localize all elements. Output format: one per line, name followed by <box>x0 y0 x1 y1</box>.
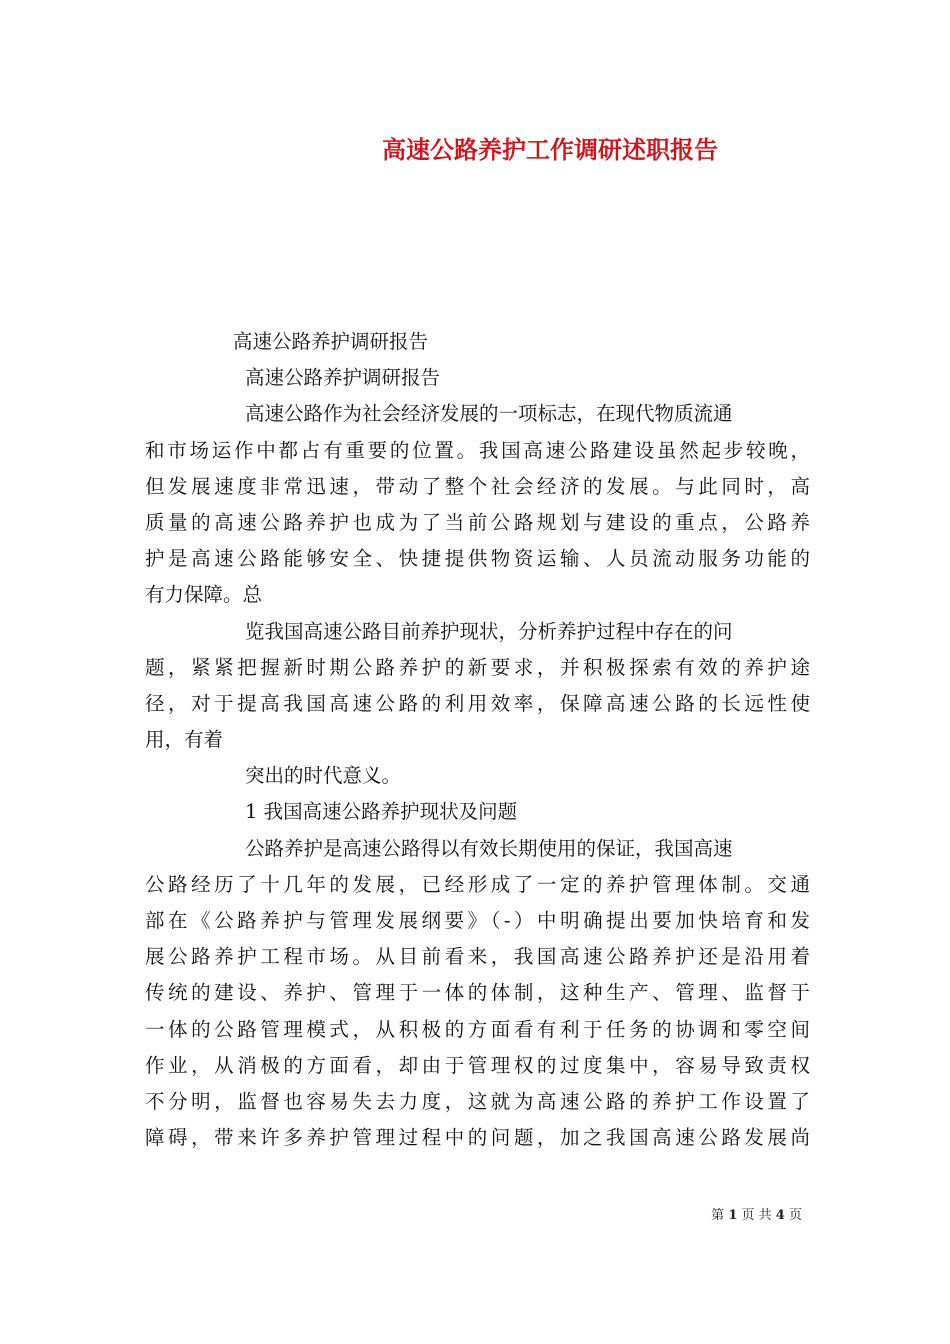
text-line: 高速公路养护调研报告 <box>233 330 429 353</box>
footer-suffix: 页 <box>788 1208 802 1223</box>
text-line: 但发展速度非常迅速，带动了整个社会经济的发展。与此同时，高 <box>145 474 810 498</box>
text-line: 作业，从消极的方面看，却由于管理权的过度集中，容易导致责权 <box>145 1053 810 1077</box>
text-line: 高速公路作为社会经济发展的一项标志，在现代物质流通 <box>245 402 733 426</box>
text-line: 公路养护是高速公路得以有效长期使用的保证，我国高速 <box>245 836 733 860</box>
text-line: 览我国高速公路目前养护现状，分析养护过程中存在的问 <box>245 619 733 643</box>
document-body <box>145 324 810 1156</box>
text-line: 1 我国高速公路养护现状及问题 <box>245 800 518 824</box>
text-line: 质量的高速公路养护也成为了当前公路规划与建设的重点，公路养 <box>145 510 810 534</box>
text-line: 有力保障。总 <box>145 583 263 607</box>
text-line: 部在《公路养护与管理发展纲要》（-）中明确提出要加快培育和发 <box>145 909 810 932</box>
text-line: 突出的时代意义。 <box>245 764 402 788</box>
text-line: 和市场运作中都占有重要的位置。我国高速公路建设虽然起步较晚， <box>145 438 810 462</box>
page-footer <box>711 1204 802 1223</box>
text-line: 护是高速公路能够安全、快捷提供物资运输、人员流动服务功能的 <box>145 547 810 571</box>
text-line: 题，紧紧把握新时期公路养护的新要求，并积极探索有效的养护途 <box>145 655 810 679</box>
text-line: 不分明，监督也容易失去力度，这就为高速公路的养护工作设置了 <box>145 1089 810 1113</box>
footer-page-number: 1 <box>728 1208 738 1223</box>
footer-middle: 页 共 <box>741 1208 772 1223</box>
text-line: 展公路养护工程市场。从目前看来，我国高速公路养护还是沿用着 <box>145 945 810 969</box>
text-line: 一体的公路管理模式，从积极的方面看有利于任务的协调和零空间 <box>145 1017 810 1041</box>
text-line: 障碍，带来许多养护管理过程中的问题，加之我国高速公路发展尚 <box>145 1126 810 1150</box>
footer-total-pages: 4 <box>775 1208 785 1223</box>
text-line: 径，对于提高我国高速公路的利用效率，保障高速公路的长远性使 <box>145 691 810 715</box>
text-line: 传统的建设、养护、管理于一体的体制，这种生产、管理、监督于 <box>145 981 810 1005</box>
text-line: 公路经历了十几年的发展，已经形成了一定的养护管理体制。交通 <box>145 872 810 896</box>
document-title: 高速公路养护工作调研述职报告 <box>382 135 718 164</box>
text-line: 高速公路养护调研报告 <box>245 366 441 390</box>
footer-prefix: 第 <box>711 1208 725 1223</box>
text-line: 用，有着 <box>145 728 224 752</box>
